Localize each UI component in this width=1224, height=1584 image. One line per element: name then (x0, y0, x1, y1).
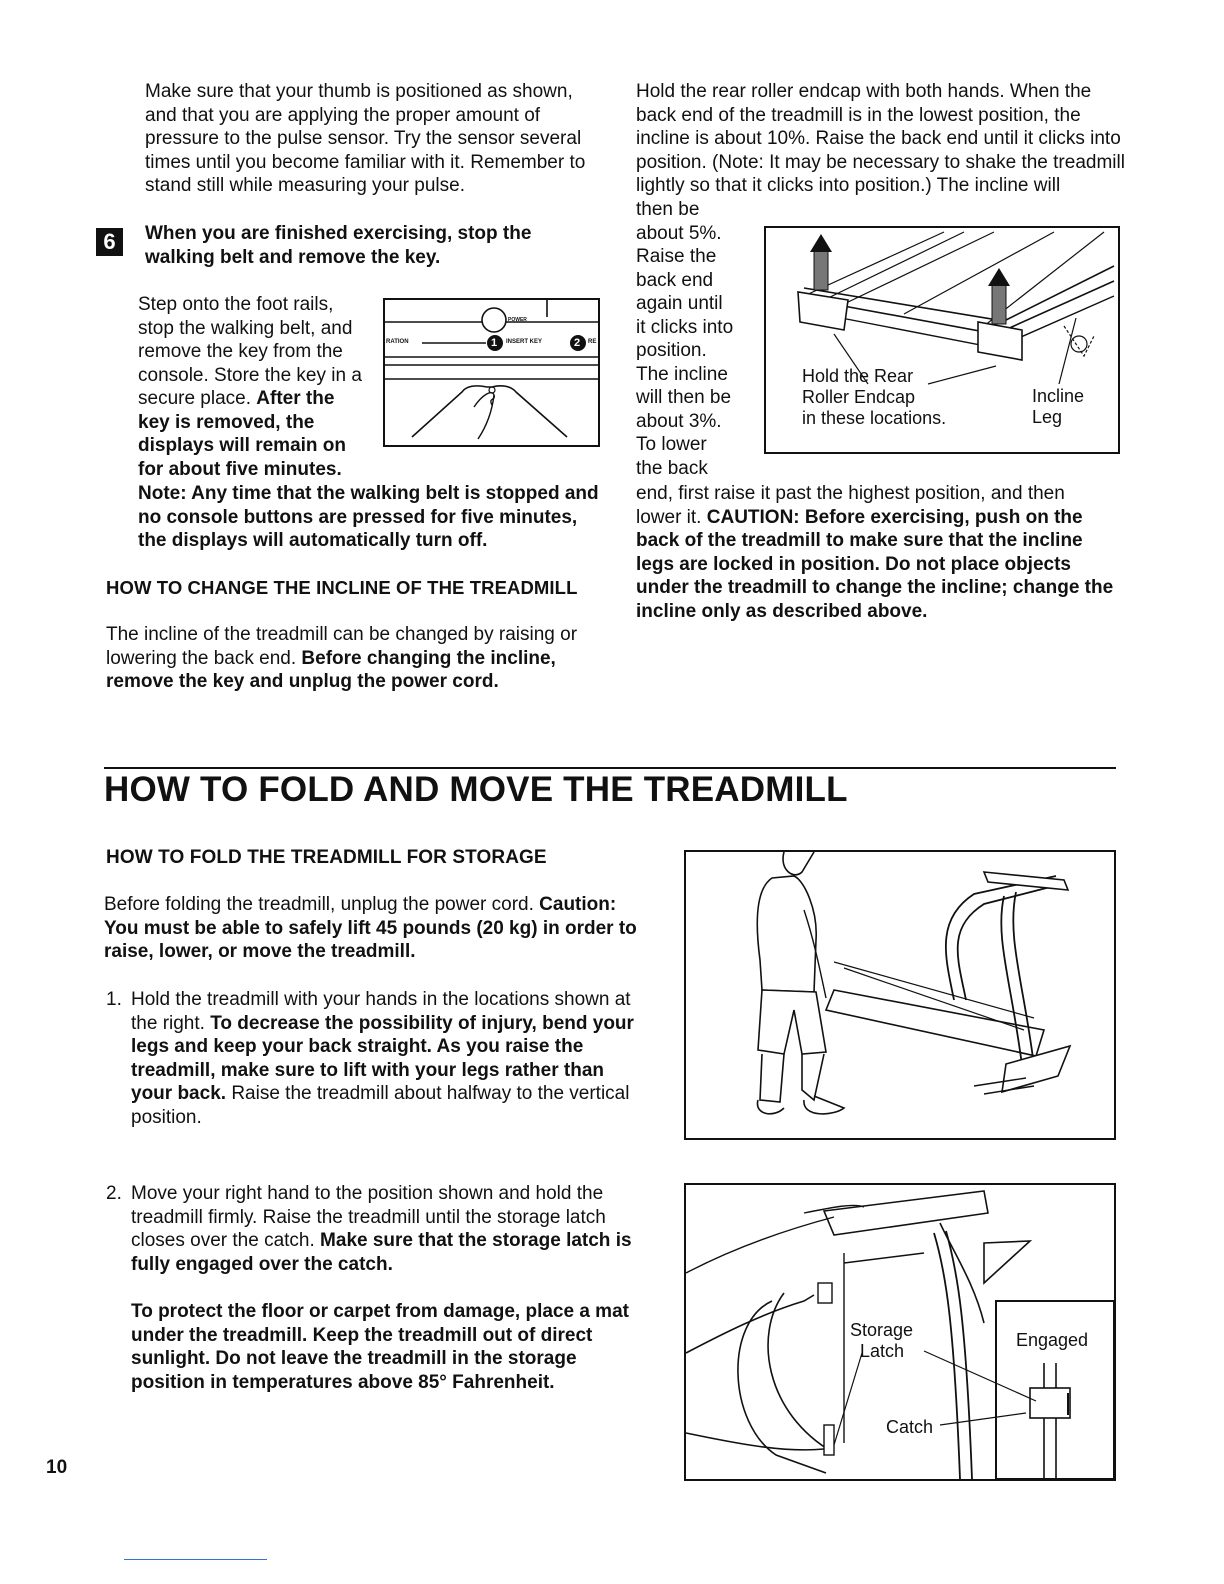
console-duration-label: RATION (386, 339, 409, 345)
narrow-line: back end (636, 269, 714, 291)
narrow-text-block (636, 198, 761, 480)
storage-latch-figure (684, 1183, 1116, 1481)
console-power-label: POWER (508, 317, 527, 323)
console-key-num-1: 1 (491, 337, 498, 349)
catch-label: Catch (886, 1417, 934, 1437)
storage-latch-label-2: Latch (860, 1341, 905, 1361)
rear-roller-paragraph: Hold the rear roller endcap with both hands. When the back end of the treadmill is in the lowest position, the incline is about 10%. Raise the back end until it clicks into position. (Note: It may be necessary to shake the treadmill lightly so that it clicks into position.) The incline will (636, 81, 1125, 196)
lowering-paragraph: end, first raise it past the highest position, and then lower it. CAUTION: Before exercising, push on the back of the treadmill to make sure that the incline legs are locked in position. Do not place objects under the treadmill to change the incline; change the incline only as described above. (636, 483, 1114, 622)
pulse-paragraph: Make sure that your thumb is positioned as shown, and that you are applying the proper amount of pressure to the pulse sensor. Try the sensor several times until you become familiar with it. Remember to stand still while measuring your pulse. (145, 81, 586, 196)
step-2-number: 2. (106, 1183, 122, 1204)
console-figure (382, 297, 601, 448)
storage-latch-label-1: Storage (850, 1320, 914, 1340)
narrow-line: again until (636, 293, 723, 314)
step-1-text: Hold the treadmill with your hands in the locations shown at the right. To decrease the possibility of injury, bend your legs and keep your back straight. As you raise the treadmill, make sure to lift with your legs rather than your back. Raise the treadmill about halfway to the vertical position. (131, 989, 634, 1128)
console-insert-key-label: INSERT KEY (506, 339, 543, 345)
page-number: 10 (46, 1457, 68, 1478)
narrow-line: about 5%. (636, 222, 722, 244)
incline-paragraph: The incline of the treadmill can be changed by raising or lowering the back end. Before changing the incline, remove the key and unplug the power cord. (106, 624, 578, 692)
endcap-label-3: in these locations. (802, 408, 947, 428)
step-6-note: Note: Any time that the walking belt is stopped and no console buttons are pressed for five minutes, the displays will automatically turn off. (138, 483, 599, 551)
section-rule (104, 767, 1116, 769)
fold-section-title: HOW TO FOLD AND MOVE THE TREADMILL (104, 770, 848, 809)
endcap-label-1: Hold the Rear (802, 366, 914, 386)
narrow-line: The incline (636, 363, 728, 385)
incline-leg-label-2: Leg (1032, 407, 1063, 427)
endcap-label-2: Roller Endcap (802, 387, 916, 407)
step-6-badge: 6 (96, 228, 123, 256)
fold-intro: Before folding the treadmill, unplug the power cord. Caution: You must be able to safely lift 45 pounds (20 kg) in order to raise, lower, or move the treadmill. (104, 894, 637, 962)
narrow-line: To lower (636, 434, 707, 455)
step-6-title: When you are finished exercising, stop the walking belt and remove the key. (145, 223, 532, 268)
step-1-number: 1. (106, 989, 122, 1010)
engaged-label: Engaged (1016, 1330, 1089, 1350)
narrow-line: the back (636, 457, 708, 479)
narrow-line: will then be (636, 387, 732, 408)
narrow-line: about 3%. (636, 410, 722, 432)
step-2-text: Move your right hand to the position shown and hold the treadmill firmly. Raise the treadmill until the storage latch closes over the catch. Make sure that the storage latch is fully engaged over the catch. (131, 1183, 632, 1275)
console-key-num-2: 2 (574, 337, 581, 349)
narrow-line: then be (636, 199, 700, 220)
rear-roller-figure (764, 226, 1120, 454)
console-second-label: RE (588, 339, 597, 345)
lift-treadmill-figure (684, 850, 1116, 1140)
narrow-line: position. (636, 340, 707, 361)
console-illustration (382, 297, 601, 448)
incline-heading: HOW TO CHANGE THE INCLINE OF THE TREADMILL (106, 577, 578, 598)
storage-heading: HOW TO FOLD THE TREADMILL FOR STORAGE (106, 847, 547, 868)
protect-floor-paragraph: To protect the floor or carpet from damage, place a mat under the treadmill. Keep the treadmill out of direct sunlight. Do not leave the treadmill in the storage position in temperatures above 85° Fahrenheit. (131, 1301, 629, 1393)
narrow-line: it clicks into (636, 316, 734, 338)
step-6-body: Step onto the foot rails, stop the walking belt, and remove the key from the console. Store the key in a secure place. After the key is removed, the displays will remain on for about five minutes. (138, 294, 362, 480)
lift-treadmill-illustration (684, 850, 1116, 1140)
incline-leg-label-1: Incline (1032, 386, 1085, 406)
footer-rule (124, 1559, 267, 1560)
narrow-line: Raise the (636, 246, 717, 267)
